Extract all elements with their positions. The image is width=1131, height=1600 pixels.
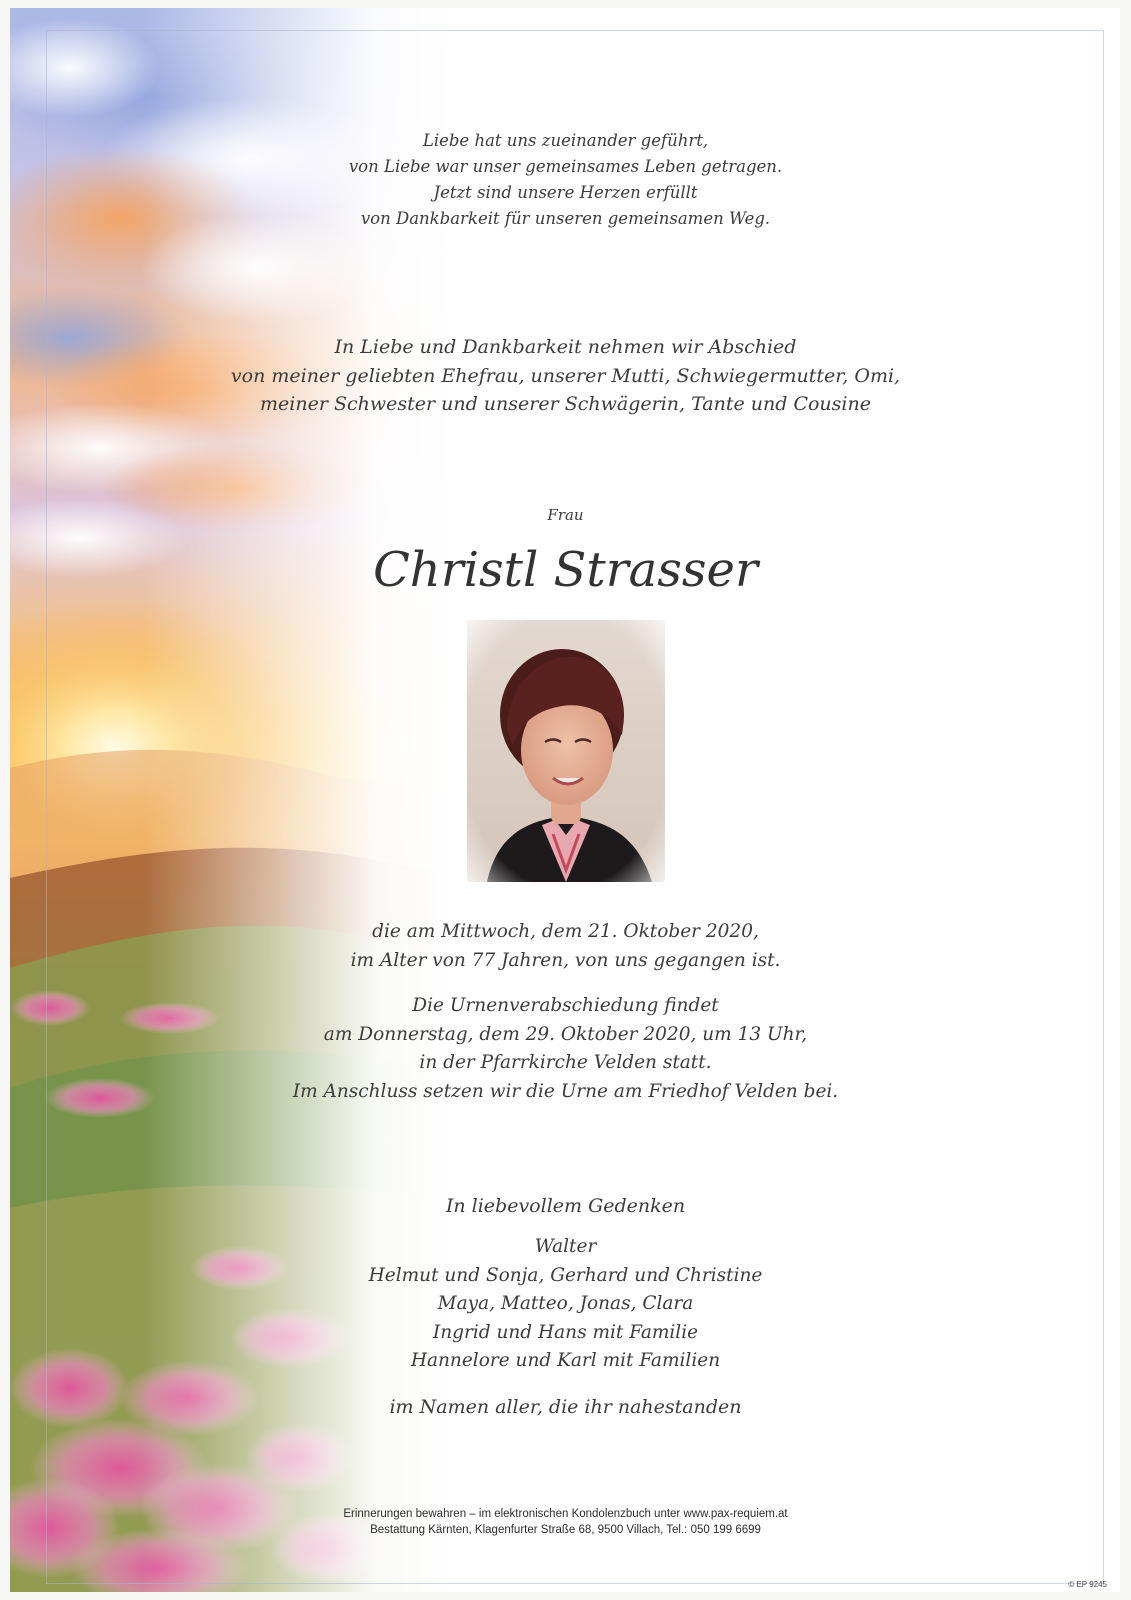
mourner-name: Hannelore und Karl mit Familien	[410, 1350, 721, 1371]
mourners-closing: im Namen aller, die ihr nahestanden	[389, 1396, 742, 1418]
footer	[0, 1506, 1131, 1538]
salutation: Frau	[547, 506, 584, 524]
portrait-photo	[467, 620, 665, 882]
intro-line: In Liebe und Dankbarkeit nehmen wir Abschied	[334, 336, 797, 358]
ceremony-line: Die Urnenverabschiedung findet	[412, 995, 719, 1016]
intro-line: von meiner geliebten Ehefrau, unserer Mutti, Schwiegermutter, Omi,	[230, 364, 901, 387]
verse	[0, 128, 1131, 232]
mourners-list	[0, 1233, 1131, 1376]
ceremony-line: Im Anschluss setzen wir die Urne am Friedhof Velden bei.	[292, 1080, 839, 1102]
mourner-name: Ingrid und Hans mit Familie	[432, 1321, 699, 1343]
mourner-name: Walter	[534, 1236, 597, 1257]
mourner-name: Maya, Matteo, Jonas, Clara	[437, 1293, 694, 1314]
verse-line: von Dankbarkeit für unseren gemeinsamen Weg.	[360, 209, 771, 228]
verse-line: Jetzt sind unsere Herzen erfüllt	[433, 183, 698, 202]
death-notice-line: die am Mittwoch, dem 21. Oktober 2020,	[372, 921, 759, 942]
footer-address-line: Bestattung Kärnten, Klagenfurter Straße 68, 9500 Villach, Tel.: 050 199 6699	[370, 1524, 761, 1536]
ceremony-details	[0, 992, 1131, 1106]
verse-line: von Liebe war unser gemeinsames Leben getragen.	[348, 157, 783, 176]
mourner-name: Helmut und Sonja, Gerhard und Christine	[368, 1264, 763, 1286]
print-code: © EP 9245	[1068, 1580, 1107, 1589]
ceremony-line: am Donnerstag, dem 29. Oktober 2020, um 13 Uhr,	[323, 1023, 808, 1045]
ceremony-line: in der Pfarrkirche Velden statt.	[419, 1052, 712, 1073]
death-notice-line: im Alter von 77 Jahren, von uns gegangen ist.	[350, 949, 781, 971]
footer-condolence-line: Erinnerungen bewahren – im elektronischen Kondolenzbuch unter www.pax-requiem.at	[343, 1508, 788, 1520]
mourners-heading: In liebevollem Gedenken	[445, 1195, 686, 1217]
farewell-intro	[0, 333, 1131, 419]
death-notice	[0, 918, 1131, 975]
verse-line: Liebe hat uns zueinander geführt,	[422, 131, 709, 150]
deceased-name: Christl Strasser	[373, 542, 758, 598]
portrait-image	[467, 620, 665, 882]
intro-line: meiner Schwester und unserer Schwägerin, Tante und Cousine	[260, 393, 871, 415]
